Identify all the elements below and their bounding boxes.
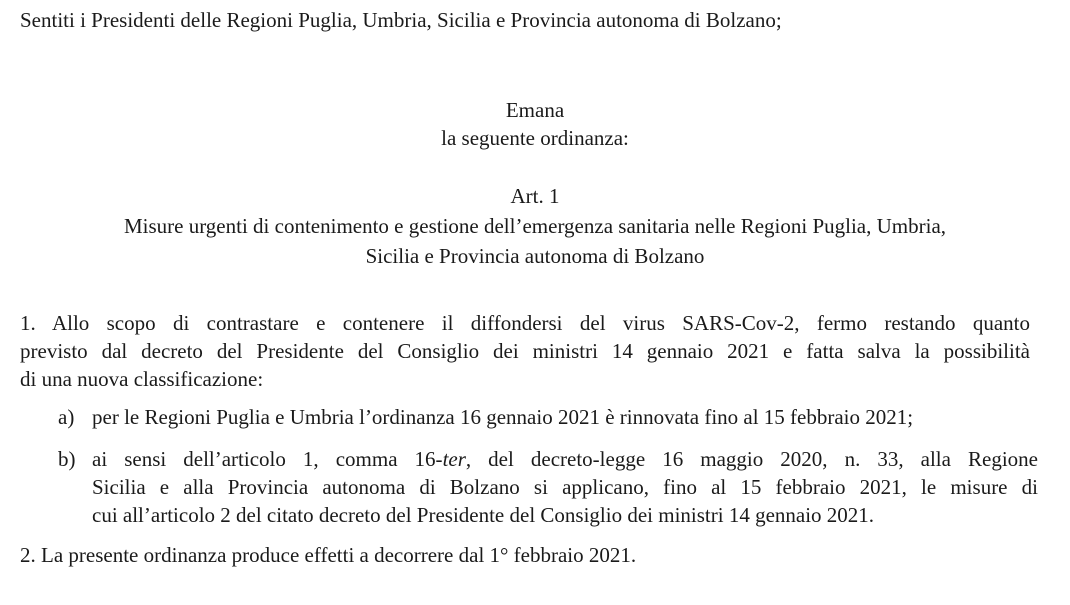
emana-heading: Emana [505,98,565,122]
list-item-b-text [92,445,1038,529]
article-title-line-2: Sicilia e Provincia autonoma di Bolzano [365,244,705,268]
seguente-ordinanza: la seguente ordinanza: [441,126,629,150]
list-item-b-line-1 [92,445,1038,473]
list-item-b-label: b) [58,447,76,471]
paragraph-1-line-2: previsto dal decreto del Presidente del Consiglio dei ministri 14 gennaio 2021 e fatta salva la possibilità [20,339,1030,363]
list-item-b-line-3: cui all’articolo 2 del citato decreto del Presidente del Consiglio dei ministri 14 gennaio 2021. [92,503,875,527]
intro-line: Sentiti i Presidenti delle Regioni Puglia, Umbria, Sicilia e Provincia autonoma di Bolzano; [20,8,782,32]
paragraph-1-line-1: 1. Allo scopo di contrastare e contenere il diffondersi del virus SARS-Cov-2, fermo restando quanto [20,311,1030,335]
article-title-line-1: Misure urgenti di contenimento e gestione dell’emergenza sanitaria nelle Regioni Puglia, Umbria, [123,214,947,238]
list-item-b-line-2: Sicilia e alla Provincia autonoma di Bolzano si applicano, fino al 15 febbraio 2021, le misure di [92,475,1038,499]
list-item-b-line-1-pre: ai sensi dell’articolo 1, comma 16- [92,447,443,471]
list-item-b-ter: ter [442,447,466,471]
list-item-a-text: per le Regioni Puglia e Umbria l’ordinanza 16 gennaio 2021 è rinnovata fino al 15 febbraio 2021; [92,405,914,429]
paragraph-2: 2. La presente ordinanza produce effetti a decorrere dal 1° febbraio 2021. [20,543,637,567]
list-item-b [58,445,1038,535]
list-item-a-label: a) [58,405,75,429]
paragraph-1 [20,309,1030,393]
list-item-b-line-1-post: , del decreto-legge 16 maggio 2020, n. 33, alla Regione [465,447,1038,471]
paragraph-1-line-3: di una nuova classificazione: [20,367,264,391]
list-item-a [58,403,1038,433]
article-number: Art. 1 [510,184,560,208]
